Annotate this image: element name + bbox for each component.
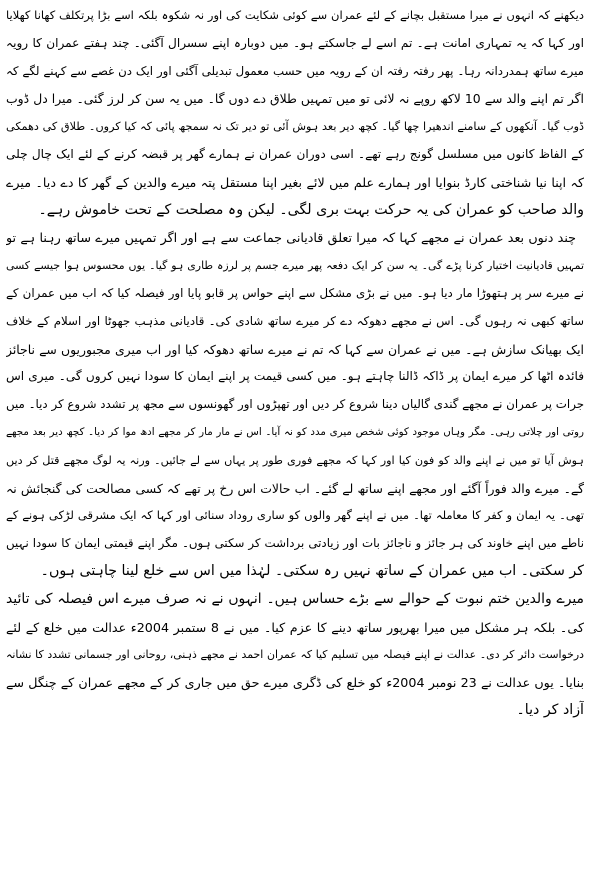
text-line: اور کہا کہ یہ تمہاری امانت ہے۔ تم اسے لے جاسکتے ہو۔ میں دوبارہ اپنے سسرال آگئی۔ چند ہفتے عمران کا رویہ	[6, 35, 584, 50]
text-line: کے الفاظ کانوں میں مسلسل گونج رہے تھے۔ اسی دوران عمران نے ہمارے گھر پر قبضہ کرنے کے لئے ایک چال چلی	[6, 146, 584, 161]
paragraph-1	[6, 2, 584, 224]
text-line: تمہیں قادیانیت اختیار کرنا پڑے گی۔ یہ سن کر ایک دفعہ پھر میرے جسم پر لرزہ طاری ہو گیا۔ یوں محسوس ہوا جیسے کسی	[6, 259, 584, 273]
text-line: تھی۔ یہ ایمان و کفر کا معاملہ تھا۔ میں نے اپنے گھر والوں کو ساری روداد سنائی اور کہا کہ ایک مشرقی لڑکی ہونے کے	[6, 508, 584, 523]
text-line: میرے والدین ختم نبوت کے حوالے سے بڑے حساس ہیں۔ انہوں نے نہ صرف میرے اس فیصلہ کی تائید	[6, 590, 584, 607]
text-line: چند دنوں بعد عمران نے مجھے کہا کہ میرا تعلق قادیانی جماعت سے ہے اور اگر تمہیں میرے ساتھ رہنا ہے تو	[6, 230, 576, 246]
paragraph-2	[6, 224, 584, 585]
text-line: ساتھ کبھی نہ رہوں گی۔ اس نے مجھے دھوکہ دے کر میرے ساتھ شادی کی۔ قادیانی مذہب جھوٹا اور اسلام کے خلاف	[6, 313, 584, 328]
text-line: ایک بھیانک سازش ہے۔ میں نے عمران سے کہا کہ تم نے میرے ساتھ دھوکہ کیا اور اب میری مجبوریوں سے ناجائز	[6, 341, 584, 357]
text-line: بنایا۔ یوں عدالت نے 23 نومبر 2004ء کو خلع کی ڈگری میرے حق میں جاری کر کے مجھے عمران کے چنگل سے	[6, 675, 584, 691]
text-line: والد صاحب کو عمران کی یہ حرکت بہت بری لگی۔ لیکن وہ مصلحت کے تحت خاموش رہے۔	[38, 201, 584, 218]
text-line: دیکھنے کہ انہوں نے میرا مستقبل بچانے کے لئے عمران سے کوئی شکایت کی اور نہ شکوہ بلکہ اسے بڑا پرتکلف کھانا کھلایا	[6, 8, 584, 22]
text-line: روتی اور چلاتی رہی۔ مگر وہاں موجود کوئی شخص میری مدد کو نہ آیا۔ اس نے مار مار کر مجھے ادھ موا کر دیا۔ کچھ دیر بعد مجھے	[6, 425, 584, 438]
text-line: میرے ساتھ ہمدردانہ رہا۔ پھر رفتہ رفتہ ان کے رویہ میں حسب معمول تبدیلی آگئی اور ایک دن غصے سے کہنے لگے کہ	[6, 63, 584, 78]
text-line: درخواست دائر کر دی۔ عدالت نے اپنے فیصلہ میں تسلیم کیا کہ عمران احمد نے مجھے ذہنی، روحانی اور جسمانی تشدد کا نشانہ	[6, 648, 584, 662]
text-line: نے میرے سر پر ہتھوڑا مار دیا ہو۔ میں نے بڑی مشکل سے اپنے حواس پر قابو پایا اور فیصلہ کیا کہ اب میں عمران کے	[6, 285, 584, 300]
text-line: ہوش آیا تو میں نے اپنے والد کو فون کیا اور کہا کہ مجھے فوری طور پر یہاں سے لے جائیں۔ ورنہ یہ لوگ مجھے قتل کر دیں	[6, 453, 584, 467]
text-line: جرات پر عمران نے مجھے گندی گالیاں دینا شروع کر دیں اور تھپڑوں اور گھونسوں سے مجھ پر تشدد شروع کر دیا۔ میں	[6, 397, 584, 412]
text-line: اگر تم اپنے والد سے 10 لاکھ روپے نہ لائی تو میں تمہیں طلاق دے دوں گا۔ میں یہ سن کر لرز گئی۔ میرا دل ڈوب	[6, 91, 584, 107]
text-line: کہ اپنا نیا شناختی کارڈ بنوایا اور ہمارے علم میں لائے بغیر اپنا مستقل پتہ میرے والدین کے گھر کا دے دیا۔ میرے	[6, 174, 584, 190]
text-line: ناطے میں اپنے خاوند کی ہر جائز و ناجائز بات اور زیادتی برداشت کر سکتی ہوں۔ مگر اپنے قیمتی ایمان کا سودا نہیں	[6, 536, 584, 551]
text-line: فائدہ اٹھا کر میرے ایمان پر ڈاکہ ڈالنا چاہتے ہو۔ میں کسی قیمت پر اپنے ایمان کا سودا نہیں کروں گی۔ میری اس	[6, 369, 584, 384]
text-line: ڈوب گیا۔ آنکھوں کے سامنے اندھیرا چھا گیا۔ کچھ دیر بعد ہوش آئی تو دیر تک نہ سمجھ پائی کہ کیا کروں۔ طلاق کی دھمکی	[6, 120, 584, 134]
text-line: آزاد کر دیا۔	[516, 701, 584, 718]
paragraph-3	[6, 586, 584, 725]
text-line: کی۔ بلکہ ہر مشکل میں میرا بھرپور ساتھ دینے کا عزم کیا۔ میں نے 8 ستمبر 2004ء عدالت میں خلع کے لئے	[6, 619, 584, 635]
text-line: کر سکتی۔ اب میں عمران کے ساتھ نہیں رہ سکتی۔ لہٰذا میں اس سے خلع لینا چاہتی ہوں۔	[40, 562, 584, 579]
text-line: گے۔ میرے والد فوراً آگئے اور مجھے اپنے ساتھ لے گئے۔ اب حالات اس رخ پر تھے کہ کسی مصالحت کی گنجائش نہ	[6, 480, 584, 496]
